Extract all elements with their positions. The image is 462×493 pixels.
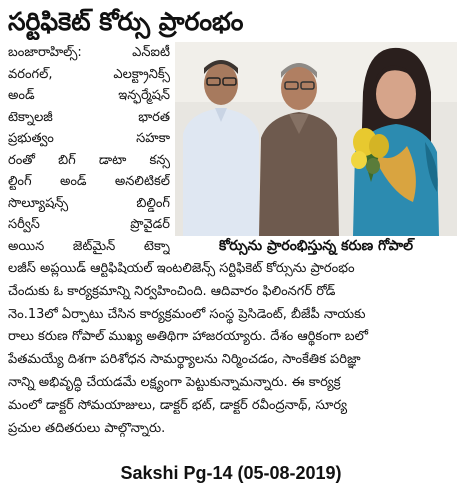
body-line: రంతో బిగ్ డాటా కన్స — [8, 152, 170, 168]
body-line: వరంగల్, ఎలక్ట్రానిక్స్ — [8, 66, 170, 82]
body-line: నెం.13లో ఏర్పాటు చేసిన కార్యక్రమంలో సంస్థ ప్రెసిడెంట్, బీజేపీ నాయకు — [8, 306, 366, 322]
body-line: సర్వీస్ ప్రొవైడర్ — [8, 217, 170, 232]
body-line: చేందుకు ఓ కార్యక్రమాన్ని నిర్వహించింది. ఆదివారం ఫిలింనగర్ రోడ్ — [8, 283, 336, 299]
article-full-column — [8, 258, 454, 440]
body-line: అండ్ ఇన్ఫర్మేషన్ — [8, 88, 170, 103]
photo-caption: కోర్సును ప్రారంభిస్తున్న కరుణ గోపాల్ — [218, 238, 414, 254]
body-line: నాన్ని అభివృద్ధి చేయడమే లక్ష్యంగా పెట్టుకున్నామన్నారు. ఈ కార్యక్ర — [8, 374, 341, 390]
body-line: లజీస్ అప్లయిడ్ ఆర్టిఫిషియల్ ఇంటలిజెన్స్ సర్టిఫికెట్ కోర్సును ప్రారంభం — [8, 261, 355, 276]
body-line: ప్రభుత్వం సహకా — [8, 131, 170, 146]
body-line: రాలు కరుణ గోపాల్ ముఖ్య అతిథిగా హాజరయ్యారు. దేశం ఆర్థికంగా బలో — [8, 329, 369, 345]
body-line: మంలో డాక్టర్ సోమయాజులు, డాక్టర్ భట్, డాక్టర్ రవీంద్రనాథ్, సూర్య — [8, 397, 348, 413]
body-line: ల్టింగ్ అండ్ అనలిటికల్ — [8, 174, 170, 189]
headline: సర్టిఫికెట్ కోర్సు ప్రారంభం — [8, 7, 244, 36]
body-line: ప్రచుల తదితరులు పాల్గొన్నారు. — [8, 420, 166, 436]
body-line: అయిన జెట్‌మైన్ టెక్నా — [8, 238, 170, 254]
photo-illustration — [175, 42, 457, 236]
source-line: Sakshi Pg-14 (05-08-2019) — [120, 463, 342, 483]
body-line: టెక్నాలజీ భారత — [8, 109, 170, 125]
news-photo — [175, 42, 457, 236]
body-line: పేతమయ్యే దిశగా పరిశోధన సామర్థ్యాలను నిర్మించడం, సాంకేతిక పరిజ్ఞా — [8, 352, 361, 368]
body-line: బంజారాహిల్స్: ఎన్ఐటీ — [8, 45, 170, 60]
body-line: సొల్యూషన్స్ బిల్డింగ్ — [8, 195, 170, 211]
article-left-column — [8, 42, 170, 257]
